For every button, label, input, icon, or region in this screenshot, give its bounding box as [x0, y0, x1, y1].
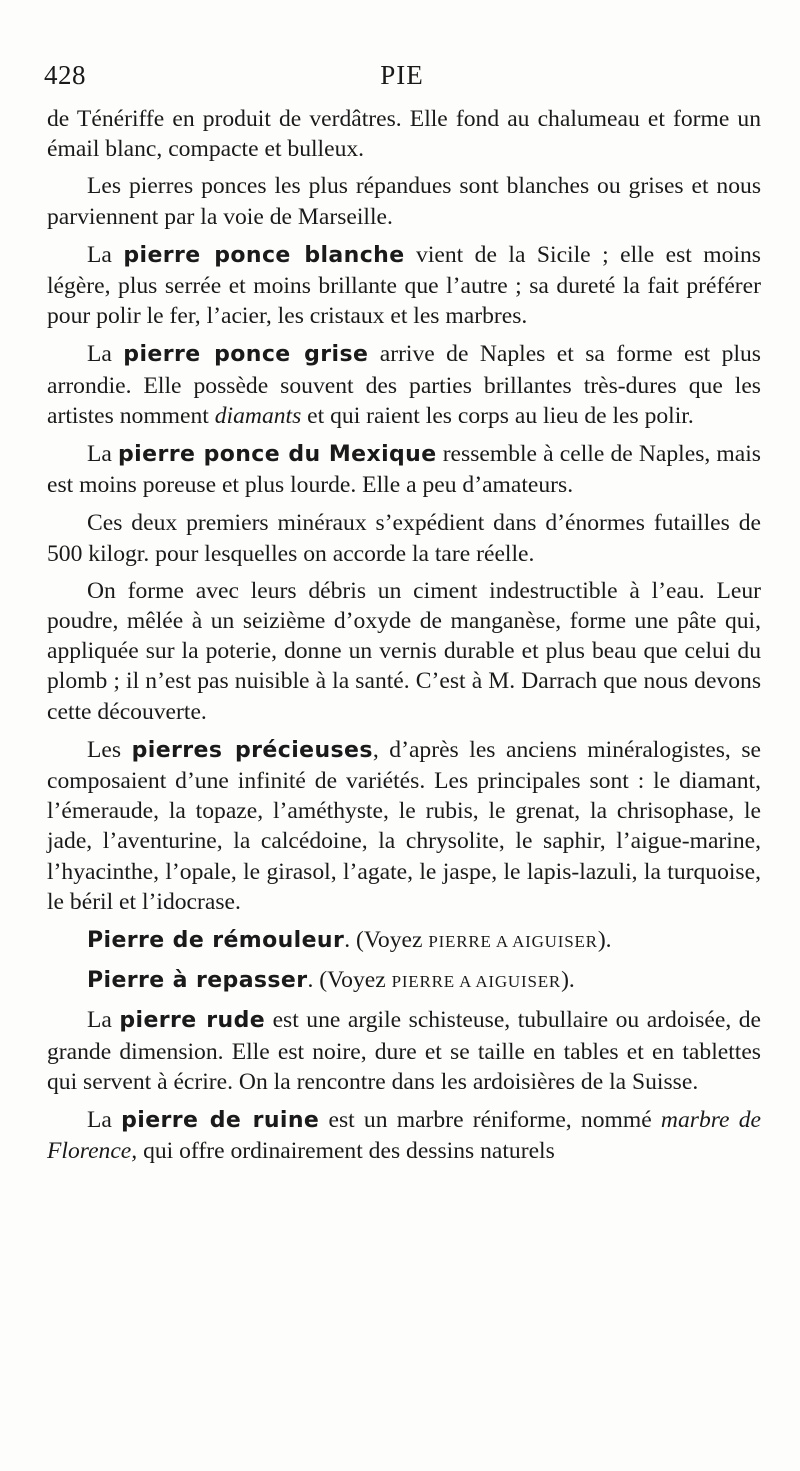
paragraph-precious-stones [47, 735, 761, 917]
paragraph-tenerife: de Ténériffe en produit de verdâtres. Elle fond au chalumeau et forme un émail blanc, compacte et bulleux. [47, 106, 761, 163]
page-header [44, 60, 760, 100]
paragraph-white-pumice [47, 240, 761, 332]
italic-term-florence-marble: marbre de Florence, [47, 1107, 762, 1165]
text-run: et qui raient les corps au lieu de les polir. [301, 402, 694, 429]
text-run: . (Voyez [344, 927, 429, 954]
text-run: est un marbre réniforme, nommé [319, 1107, 661, 1134]
entry-term-mexican-pumice: pierre ponce du Mexique [118, 442, 437, 468]
body-text [47, 104, 761, 1175]
entry-term-rough-stone: pierre rude [119, 1008, 266, 1034]
text-run: qui offre ordinairement des dessins naturels [137, 1138, 555, 1165]
text-run: La [87, 1007, 120, 1034]
italic-term-diamants: diamants [214, 402, 302, 429]
text-run: La [87, 1107, 122, 1134]
entry-term-ruin-stone: pierre de ruine [121, 1108, 320, 1134]
text-run: est une argile schisteuse, tubullaire ou ardoisée, de grande dimension. Elle est noire, dure et se taille en tables et en tablettes qui servent à écrire. On la rencontre dans les ardoisières de la Suisse. [47, 1007, 761, 1095]
text-run: arrive de Naples et sa forme est plus arrondie. Elle possède souvent des parties brillantes très-dures que les artistes nomment [47, 341, 761, 429]
paragraph-grey-pumice [47, 339, 761, 431]
text-run: . (Voyez [307, 967, 392, 994]
paragraph-rough-stone [47, 1005, 761, 1097]
paragraph-common-pumice: Les pierres ponces les plus répandues sont blanches ou grises et nous parviennent par la voie de Marseille. [47, 173, 761, 230]
text-run: ressemble à celle de Naples, mais est moins poreuse et plus lourde. Elle a peu d’amateurs. [47, 441, 761, 499]
text-run: La [87, 241, 124, 268]
cross-reference: PIERRE A AIGUISER [428, 932, 598, 952]
cross-reference: PIERRE A AIGUISER [391, 972, 562, 992]
page-number: 428 [44, 60, 86, 90]
text-run: Les [87, 736, 132, 763]
text-run: La [87, 341, 124, 368]
paragraph-ruin-stone [47, 1105, 761, 1166]
entry-term-precious-stones: pierres précieuses [131, 737, 373, 763]
entry-term-sharpening-stone: Pierre à repasser [87, 968, 308, 994]
paragraph-sharpening-stone [47, 965, 761, 997]
paragraph-grinding-stone [47, 925, 761, 957]
entry-term-grey-pumice: pierre ponce grise [123, 342, 369, 368]
entry-term-white-pumice: pierre ponce blanche [123, 242, 405, 268]
paragraph-mexican-pumice [47, 439, 761, 500]
text-run: La [87, 441, 119, 468]
paragraph-cement: On forme avec leurs débris un ciment indestructible à l’eau. Leur poudre, mêlée à un seizième d’oxyde de manganèse, forme une pâte qui, appliquée sur la poterie, donne un vernis durable et plus beau que celui du plomb ; il n’est pas nuisible à la santé. C’est à M. Darrach que nous devons cette découverte. [47, 577, 761, 725]
entry-term-grinding-stone: Pierre de rémouleur [87, 928, 345, 954]
text-run: ). [597, 927, 612, 954]
running-head: PIE [380, 60, 424, 90]
text-run: vient de la Sicile ; elle est moins légère, plus serrée et moins brillante que l’autre ; sa dureté la fait préférer pour polir le fer, l’acier, les cristaux et les marbres. [47, 241, 761, 330]
paragraph-shipping: Ces deux premiers minéraux s’expédient dans d’énormes futailles de 500 kilogr. pour lesquelles on accorde la tare réelle. [47, 510, 761, 567]
text-run: ). [561, 967, 575, 994]
text-run: , d’après les anciens minéralogistes, se composaient d’une infinité de variétés. Les principales sont : le diamant, l’émeraude, la topaze, l’améthyste, le rubis, le grenat, la chrisophase, le jade, l’aventurine, la calcédoine, la chrysolite, le saphir, l’aigue-marine, l’hyacinthe, l’opale, le girasol, l’agate, le jaspe, le lapis-lazuli, la turquoise, le béril et l’idocrase. [47, 736, 762, 915]
